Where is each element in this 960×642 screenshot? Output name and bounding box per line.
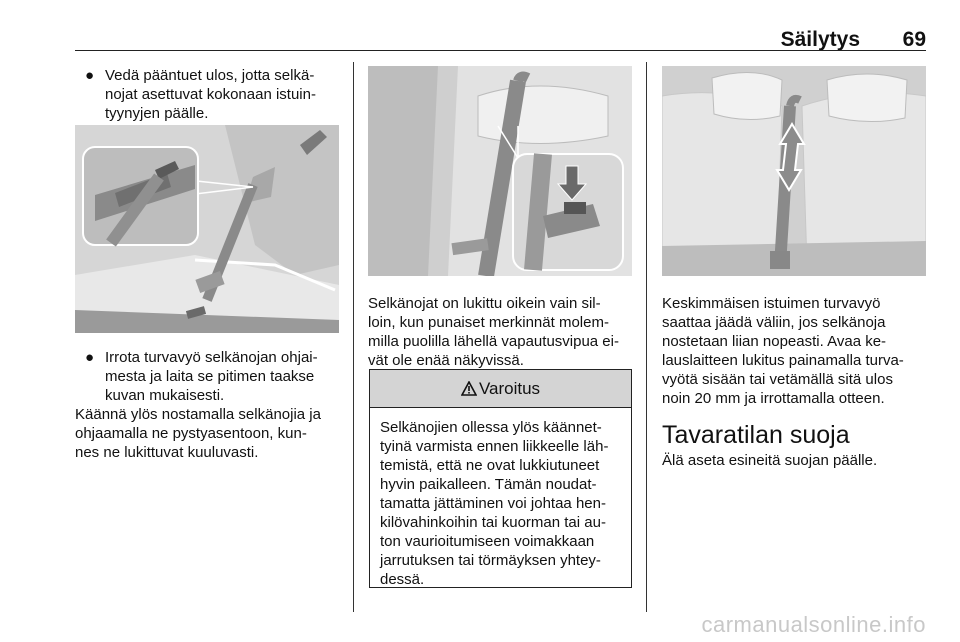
text-line: vyötä sisään tai vetämällä sitä ulos [662,371,893,388]
column-divider-right [646,62,647,612]
paragraph-center-belt [662,294,937,408]
warning-title: Varoitus [478,379,541,398]
bullet-dot: ● [85,349,95,366]
warning-text-line: Selkänojien ollessa ylös käännet- [380,419,602,436]
warning-text-line: tyinä varmista ennen liikkeelle läh- [380,438,609,455]
section-title: Tavaratilan suoja [662,421,850,449]
warning-text-line: temistä, että ne ovat lukkiutuneet [380,457,600,474]
text-line: Älä aseta esineitä suojan päälle. [662,452,878,469]
warning-triangle-icon [461,372,477,409]
text-line: noin 20 mm ja irrottamalla otteen. [662,390,885,407]
warning-header [370,370,631,408]
text-line: ohjaamalla ne pystyasentoon, kun- [75,425,307,442]
warning-text-line: jarrutuksen tai törmäyksen yhtey- [380,552,601,569]
warning-text-line: dessä. [380,571,425,588]
page-number: 69 [902,28,926,51]
warning-body [370,408,631,589]
text-line: Keskimmäisen istuimen turvavyö [662,295,881,312]
bullet-dot: ● [85,67,95,84]
bullet-text-line: nojat asettuvat kokonaan istuin- [105,86,316,103]
warning-text-line: kilövahinkoihin tai kuorman tai au- [380,514,606,531]
bullet-headrests [75,66,345,123]
warning-text-line: hyvin paikalleen. Tämän noudat- [380,476,597,493]
text-line: loin, kun punaiset merkinnät molem- [368,314,609,331]
bullet-text-line: mesta ja laita se pitimen taakse [105,368,315,385]
column-divider-left [353,62,354,612]
text-line: milla puolilla lähellä vapautusvipua ei- [368,333,619,350]
bullet-text-line: Irrota turvavyö selkänojan ohjai- [105,349,318,366]
text-line: Käännä ylös nostamalla selkänojia ja [75,406,321,423]
header-rule [75,50,926,51]
bullet-text-line: kuvan mukaisesti. [105,387,225,404]
figure-center-belt [662,66,926,276]
text-line: vät ole enää näkyvissä. [368,352,524,369]
bullet-text-line: Vedä pääntuet ulos, jotta selkä- [105,67,315,84]
bullet-text-line: tyynyjen päälle. [105,105,209,122]
paragraph-lock-indicator [368,294,640,370]
section-load-cover [662,421,937,470]
warning-box [369,369,632,588]
text-line: saattaa jäädä väliin, jos selkänoja [662,314,886,331]
figure-belt-holder [75,125,339,333]
paragraph-raise-backrest [75,405,350,462]
text-line: lauslaitteen lukitus painamalla turva- [662,352,904,369]
figure-backrest-lock [368,66,632,276]
warning-text-line: tamatta jättäminen voi johtaa hen- [380,495,606,512]
warning-text-line: ton vaurioitumiseen voimakkaan [380,533,595,550]
text-line: nes ne lukittuvat kuuluvasti. [75,444,259,461]
bullet-belt-guide [75,348,345,405]
text-line: Selkänojat on lukittu oikein vain sil- [368,295,601,312]
section-header-title: Säilytys [780,28,860,51]
watermark: carmanualsonline.info [701,612,926,637]
text-line: nostetaan liian nopeasti. Avaa ke- [662,333,887,350]
